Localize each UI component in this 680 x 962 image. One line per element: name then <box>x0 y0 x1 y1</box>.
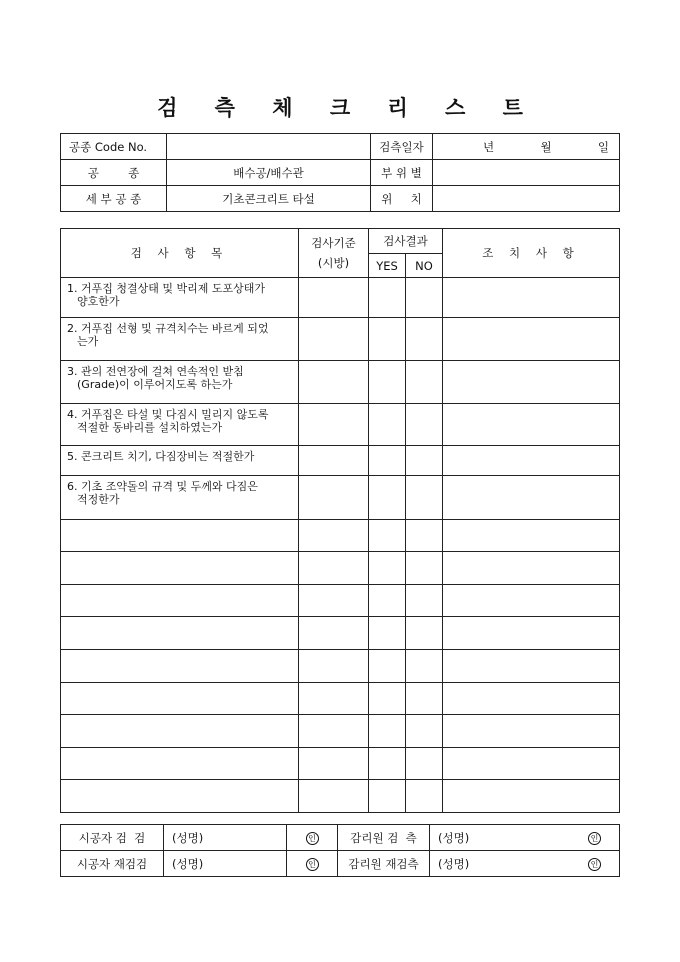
action-cell[interactable] <box>443 617 620 650</box>
action-cell[interactable] <box>443 748 620 780</box>
action-cell[interactable] <box>443 404 620 446</box>
table-row <box>61 361 620 404</box>
standard-cell[interactable] <box>299 617 369 650</box>
table-row <box>61 780 620 813</box>
action-cell[interactable] <box>443 650 620 683</box>
action-cell[interactable] <box>443 552 620 585</box>
check-item <box>61 318 299 361</box>
no-cell[interactable] <box>406 476 443 520</box>
no-cell[interactable] <box>406 748 443 780</box>
no-cell[interactable] <box>406 361 443 404</box>
standard-cell[interactable] <box>299 748 369 780</box>
date-year-label: 년 <box>483 139 495 154</box>
location-field[interactable] <box>433 186 620 212</box>
item-cell[interactable] <box>61 683 299 715</box>
name-label: (성명) <box>438 830 470 845</box>
item-cell[interactable] <box>61 585 299 617</box>
header-standard-2: (시방) <box>317 256 350 270</box>
yes-cell[interactable] <box>369 476 406 520</box>
contractor-recheck-label: 시공자 재검검 <box>61 851 164 877</box>
yes-cell[interactable] <box>369 361 406 404</box>
table-row <box>61 520 620 552</box>
item-cell[interactable] <box>61 552 299 585</box>
check-item-line1: 2. 거푸집 선형 및 규격치수는 바르게 되었 <box>67 322 269 335</box>
seal-icon: 인 <box>588 858 601 871</box>
date-day-label: 일 <box>597 139 609 154</box>
standard-cell[interactable] <box>299 476 369 520</box>
no-cell[interactable] <box>406 404 443 446</box>
table-row <box>61 278 620 318</box>
check-item <box>61 446 299 476</box>
action-cell[interactable] <box>443 520 620 552</box>
supervisor-check-name-field[interactable] <box>430 825 524 851</box>
yes-cell[interactable] <box>369 552 406 585</box>
check-item-line2: 적절한 동바리를 설치하였는가 <box>77 421 223 434</box>
standard-cell[interactable] <box>299 552 369 585</box>
check-item-line2: (Grade)이 이루어지도록 하는가 <box>77 378 233 391</box>
item-cell[interactable] <box>61 650 299 683</box>
action-cell[interactable] <box>443 446 620 476</box>
standard-cell[interactable] <box>299 520 369 552</box>
no-cell[interactable] <box>406 552 443 585</box>
check-item <box>61 361 299 404</box>
table-row <box>61 715 620 748</box>
yes-cell[interactable] <box>369 683 406 715</box>
yes-cell[interactable] <box>369 617 406 650</box>
sebu-value[interactable]: 기초콘크리트 타설 <box>167 186 371 212</box>
header-item: 검 사 항 목 <box>61 229 299 278</box>
action-cell[interactable] <box>443 715 620 748</box>
yes-cell[interactable] <box>369 585 406 617</box>
header-standard <box>299 229 369 278</box>
check-item <box>61 404 299 446</box>
date-month-label: 월 <box>540 139 552 154</box>
page-title: 검 측 체 크 리 스 트 <box>157 95 538 120</box>
item-cell[interactable] <box>61 780 299 813</box>
label-date: 검측일자 <box>371 134 433 160</box>
no-cell[interactable] <box>406 446 443 476</box>
item-cell[interactable] <box>61 520 299 552</box>
no-cell[interactable] <box>406 650 443 683</box>
check-item-line1: 4. 거푸집은 타설 및 다짐시 밀리지 않도록 <box>67 408 269 421</box>
table-row <box>61 552 620 585</box>
yes-cell[interactable] <box>369 446 406 476</box>
gongjong-value[interactable]: 배수공/배수관 <box>167 160 371 186</box>
action-cell[interactable] <box>443 361 620 404</box>
contractor-check-name-field[interactable] <box>164 825 287 851</box>
standard-cell[interactable] <box>299 404 369 446</box>
header-yes: YES <box>369 254 406 278</box>
label-sebu: 세 부 공 종 <box>61 186 167 212</box>
date-field[interactable] <box>433 134 620 160</box>
supervisor-check-label: 감리원 검 측 <box>338 825 430 851</box>
no-cell[interactable] <box>406 715 443 748</box>
standard-cell[interactable] <box>299 715 369 748</box>
standard-cell[interactable] <box>299 585 369 617</box>
header-result: 검사결과 <box>369 229 443 254</box>
action-cell[interactable] <box>443 780 620 813</box>
no-cell[interactable] <box>406 520 443 552</box>
supervisor-recheck-label: 감리원 재검측 <box>338 851 430 877</box>
table-row <box>61 683 620 715</box>
no-cell[interactable] <box>406 278 443 318</box>
table-row <box>61 585 620 617</box>
header-action: 조 치 사 항 <box>443 229 620 278</box>
no-cell[interactable] <box>406 780 443 813</box>
standard-cell[interactable] <box>299 361 369 404</box>
yes-cell[interactable] <box>369 278 406 318</box>
standard-cell[interactable] <box>299 318 369 361</box>
table-row <box>61 748 620 780</box>
label-buwi: 부 위 별 <box>371 160 433 186</box>
code-field[interactable] <box>167 134 371 160</box>
table-row <box>61 476 620 520</box>
check-item <box>61 278 299 318</box>
contractor-recheck-name-field[interactable] <box>164 851 287 877</box>
table-row <box>61 617 620 650</box>
no-cell[interactable] <box>406 318 443 361</box>
seal-icon: 인 <box>588 832 601 845</box>
contractor-check-stamp[interactable] <box>287 825 338 851</box>
action-cell[interactable] <box>443 318 620 361</box>
contractor-check-label: 시공자 검 검 <box>61 825 164 851</box>
supervisor-recheck-stamp[interactable] <box>524 851 620 877</box>
supervisor-check-stamp[interactable] <box>524 825 620 851</box>
info-table <box>60 133 620 212</box>
signature-table <box>60 824 620 877</box>
yes-cell[interactable] <box>369 715 406 748</box>
check-item-line2: 는가 <box>77 335 99 348</box>
check-item-line2: 적정한가 <box>77 493 120 506</box>
standard-cell[interactable] <box>299 683 369 715</box>
label-location: 위 치 <box>371 186 433 212</box>
table-row <box>61 404 620 446</box>
name-label: (성명) <box>438 856 470 871</box>
contractor-recheck-stamp[interactable] <box>287 851 338 877</box>
table-row <box>61 650 620 683</box>
table-row <box>61 318 620 361</box>
no-cell[interactable] <box>406 617 443 650</box>
item-cell[interactable] <box>61 715 299 748</box>
seal-icon: 인 <box>306 832 319 845</box>
header-standard-1: 검사기준 <box>311 236 356 250</box>
check-item-line1: 1. 거푸집 청결상태 및 박리제 도포상태가 <box>67 282 265 295</box>
check-item-line1: 5. 콘크리트 치기, 다짐장비는 적절한가 <box>67 450 255 463</box>
label-gongjong: 공 종 <box>61 160 167 186</box>
check-item <box>61 476 299 520</box>
check-item-line1: 3. 관의 전연장에 걸쳐 연속적인 받침 <box>67 365 244 378</box>
name-label: (성명) <box>172 830 204 845</box>
check-item-line1: 6. 기초 조약돌의 규격 및 두께와 다짐은 <box>67 480 258 493</box>
action-cell[interactable] <box>443 585 620 617</box>
yes-cell[interactable] <box>369 780 406 813</box>
no-cell[interactable] <box>406 683 443 715</box>
yes-cell[interactable] <box>369 520 406 552</box>
standard-cell[interactable] <box>299 446 369 476</box>
check-item-line2: 양호한가 <box>77 295 120 308</box>
standard-cell[interactable] <box>299 278 369 318</box>
supervisor-recheck-name-field[interactable] <box>430 851 524 877</box>
item-cell[interactable] <box>61 617 299 650</box>
action-cell[interactable] <box>443 476 620 520</box>
no-cell[interactable] <box>406 585 443 617</box>
table-row <box>61 446 620 476</box>
standard-cell[interactable] <box>299 780 369 813</box>
buwi-field[interactable] <box>433 160 620 186</box>
checklist-table <box>60 228 620 813</box>
name-label: (성명) <box>172 856 204 871</box>
label-code: 공종 Code No. <box>61 134 167 160</box>
item-cell[interactable] <box>61 748 299 780</box>
yes-cell[interactable] <box>369 650 406 683</box>
yes-cell[interactable] <box>369 318 406 361</box>
header-no: NO <box>406 254 443 278</box>
yes-cell[interactable] <box>369 404 406 446</box>
action-cell[interactable] <box>443 683 620 715</box>
standard-cell[interactable] <box>299 650 369 683</box>
action-cell[interactable] <box>443 278 620 318</box>
seal-icon: 인 <box>306 858 319 871</box>
yes-cell[interactable] <box>369 748 406 780</box>
